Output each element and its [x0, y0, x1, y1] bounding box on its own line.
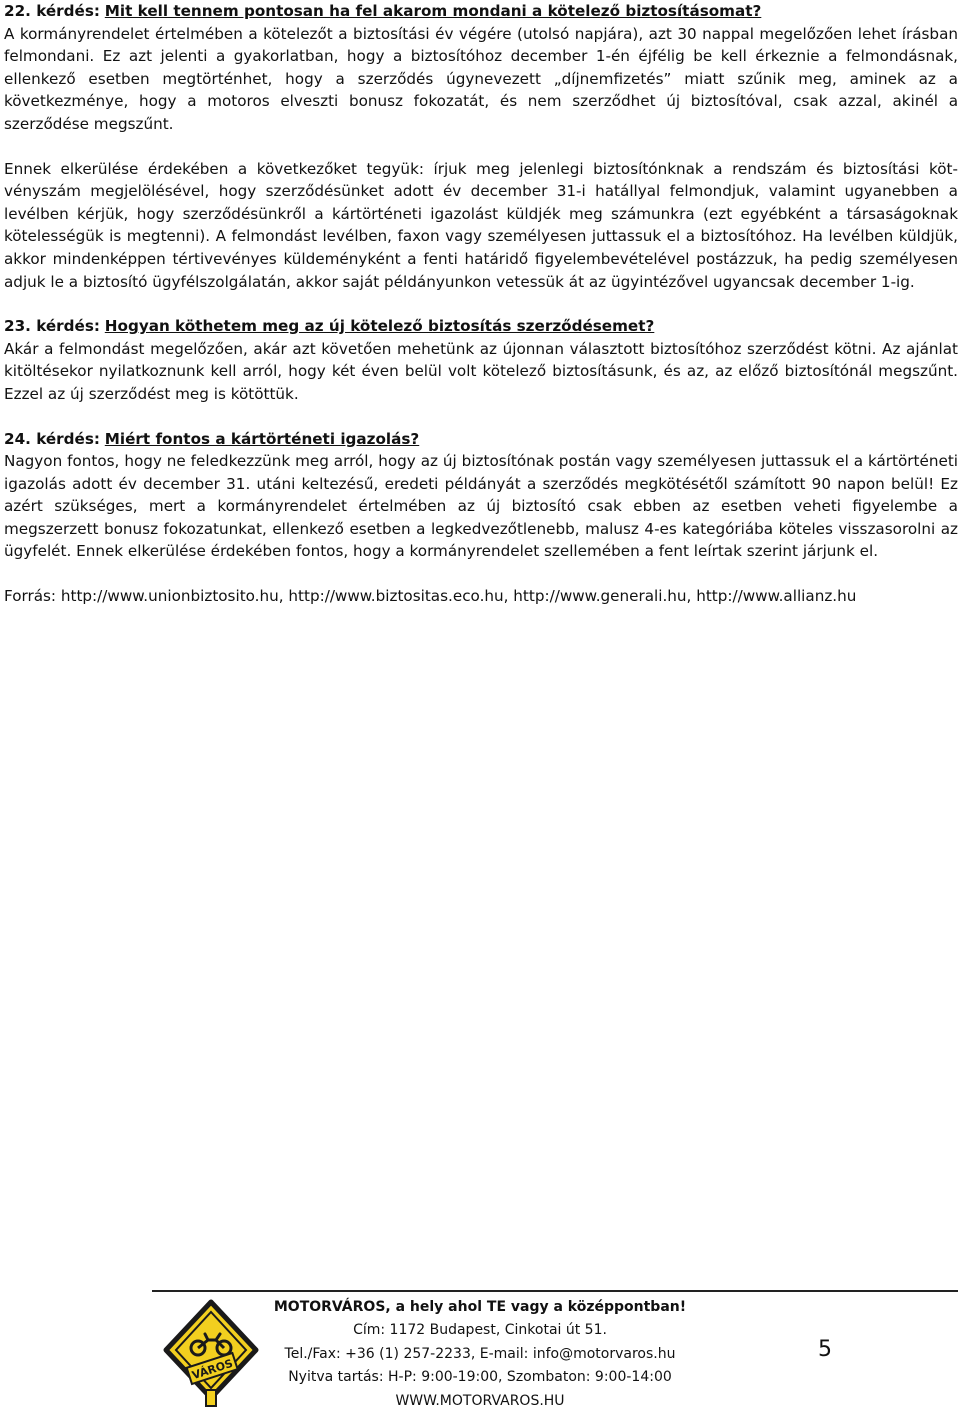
question-heading — [4, 428, 958, 451]
question-22 — [4, 0, 958, 293]
question-number: 23. kérdés: — [4, 317, 100, 336]
question-heading — [4, 315, 958, 338]
question-title: Miért fontos a kártörténeti igazolás? — [104, 429, 420, 448]
sources-line: Forrás: http://www.unionbiztosito.hu, http://www.biztositas.eco.hu, http://www.generali.hu, http://www.allianz.hu — [4, 587, 857, 606]
question-heading — [4, 0, 958, 23]
answer-paragraph: Nagyon fontos, hogy ne feledkezzünk meg arról, hogy az új biztosítónak postán vagy személyesen juttassuk el a kártörténeti igazolás adott év december 31. utáni keltezésű, eredeti példányát a szerződés megkötésétől számított 90 napon belül! Ez azért szükséges, mert a kormányrendelet értelmében az új biztosító csak ebben az esetben veheti figyelembe a megszerzett bonusz fokozatunkat, ellenkező esetben a legkedvezőtlenebb, malusz 4-es kategóriába köteles visszasorolni az ügyfelét. Ennek elkerülése érdekében fontos, hogy a kormányrendelet szellemében a fent leírtak szerint járjunk el. — [4, 452, 958, 561]
footer-slogan: MOTORVÁROS, a hely ahol TE vagy a középpontban! — [273, 1299, 687, 1315]
footer-divider — [152, 1290, 958, 1292]
page-footer — [0, 1290, 960, 1408]
question-number: 24. kérdés: — [4, 429, 100, 448]
footer-address: Cím: 1172 Budapest, Cinkotai út 51. — [353, 1322, 607, 1339]
answer-paragraph: A kormányrendelet értelmében a kötelezőt a biztosítási év végére (utolsó napjára), azt 30 nappal megelőzően lehet írásban felmondani. Ez azt jelenti a gyakorlatban, hogy a biztosítóhoz december 1-én éjfélig be kell érkeznie a felmondásnak, ellenkező esetben megtörténhet, hogy a szerződés úgynevezett „díjnemfizetés” miatt szűnik meg, aminek az a következménye, hogy a motoros elveszti bonusz fokozatát, és nem szerződhet új biztosítóval, csak azzal, akinél a szerződése megszűnt. — [4, 24, 958, 133]
logo-text: VÁROS — [190, 1356, 235, 1383]
question-title: Mit kell tennem pontosan ha fel akarom mondani a kötelező biztosításomat? — [104, 2, 762, 20]
question-24 — [4, 428, 958, 564]
footer-contact: Tel./Fax: +36 (1) 257-2233, E-mail: info@motorvaros.hu — [284, 1345, 676, 1362]
question-number: 22. kérdés: — [4, 2, 100, 20]
document-body — [4, 0, 958, 623]
page-number: 5 — [818, 1337, 832, 1362]
answer-paragraph: Ennek elkerülése érdekében a következőket tegyük: írjuk meg jelenlegi biztosítónknak a rendszám és biztosítási kötvényszám megjelölésével, hogy szerződésünket adott év december 31-i hatállyal felmondjuk, valamint ugyanebben a levélben kérjük, hogy szerződésünkről a kártörténeti igazolást küldjék meg számunkra (ezt egyébként a társaságoknak kötelességük is megtenni). A felmondást levélben, faxon vagy személyesen juttassuk el a biztosítóhoz. Ha levélben küldjük, akkor mindenképpen tértivevényes küldeményként a fenti határidő figyelembevételével postázzuk, ha pedig személyesen adjuk le a biztosító ügyfélszolgálatán, akkor saját példányunkon vetessük át az ügyintézővel ugyancsak december 1-ig. — [4, 159, 958, 291]
footer-opening-hours: Nyitva tartás: H-P: 9:00-19:00, Szombaton: 9:00-14:00 — [288, 1369, 672, 1386]
footer-website: WWW.MOTORVAROS.HU — [395, 1392, 565, 1409]
question-23 — [4, 315, 958, 405]
footer-contact-block — [220, 1296, 740, 1413]
answer-paragraph: Akár a felmondást megelőzően, akár azt követően mehetünk az újonnan választott biztosítóhoz szerződést kötni. Az ajánlat kitöltésekor nyilatkoznunk kell arról, hogy két éven belül volt kötelező biztosításunk, és az, az előző biztosítónál megszűnt. Ezzel az új szerződést meg is kötöttük. — [4, 339, 958, 403]
question-title: Hogyan köthetem meg az új kötelező biztosítás szerződésemet? — [104, 317, 655, 336]
